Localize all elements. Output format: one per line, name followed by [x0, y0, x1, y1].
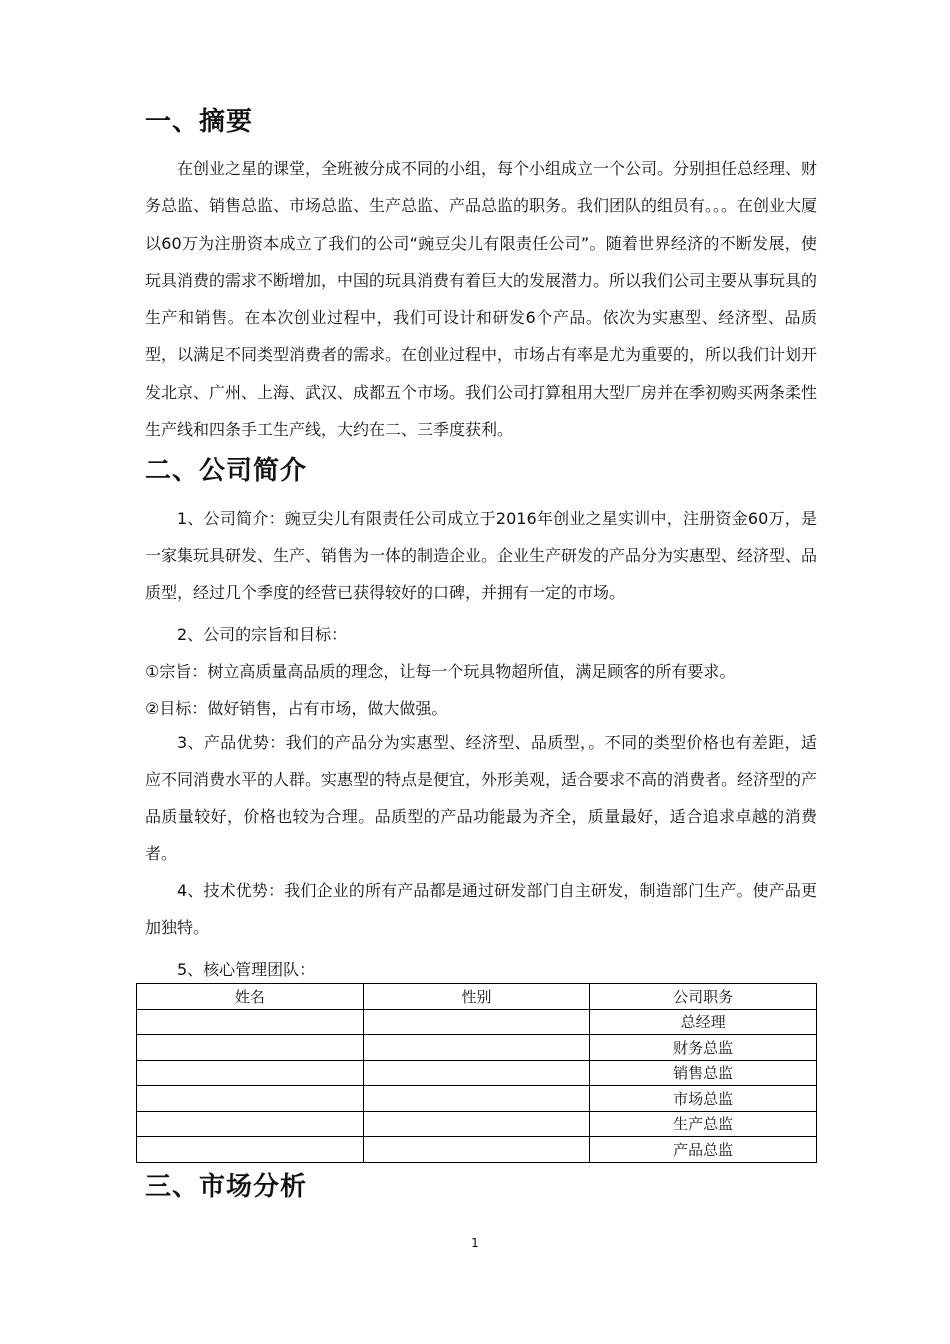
heading-company: 二、公司简介 — [145, 456, 308, 486]
table-row — [137, 1060, 817, 1086]
page-number: 1 — [471, 1236, 479, 1250]
team-title: 5、核心管理团队： — [177, 960, 316, 979]
header-gender: 性别 — [363, 984, 590, 1010]
cell-position: 总经理 — [590, 1009, 817, 1035]
abstract-paragraph: 在创业之星的课堂，全班被分成不同的小组，每个小组成立一个公司。分别担任总经理、财务总监、销售总监、市场总监、生产总监、产品总监的职务。我们团队的组员有。。。在创业大厦以60万为注册资本成立了我们的公司“豌豆尖儿有限责任公司”。随着世界经济的不断发展，使玩具消费的需求不断增加，中国的玩具消费有着巨大的发展潜力。所以我们公司主要从事玩具的生产和销售。在本次创业过程中，我们可设计和研发6个产品。依次为实惠型、经济型、品质型，以满足不同类型消费者的需求。在创业过程中，市场占有率是尤为重要的，所以我们计划开发北京、广州、上海、武汉、成都五个市场。我们公司打算租用大型厂房并在季初购买两条柔性生产线和四条手工生产线，大约在二、三季度获利。 — [145, 159, 818, 440]
cell-position: 生产总监 — [590, 1111, 817, 1137]
cell-gender — [363, 1137, 590, 1163]
heading-market: 三、市场分析 — [145, 1172, 308, 1202]
mission-title: 2、公司的宗旨和目标： — [177, 625, 348, 644]
team-table — [136, 983, 817, 1163]
cell-position: 产品总监 — [590, 1137, 817, 1163]
cell-position: 销售总监 — [590, 1060, 817, 1086]
cell-gender — [363, 1009, 590, 1035]
cell-position: 财务总监 — [590, 1035, 817, 1061]
table-row — [137, 1111, 817, 1137]
cell-name — [137, 1009, 364, 1035]
header-name: 姓名 — [137, 984, 364, 1010]
cell-name — [137, 1086, 364, 1112]
header-position: 公司职务 — [590, 984, 817, 1010]
cell-gender — [363, 1060, 590, 1086]
cell-name — [137, 1035, 364, 1061]
table-row — [137, 1137, 817, 1163]
team-table-header-row — [137, 984, 817, 1010]
cell-gender — [363, 1035, 590, 1061]
cell-name — [137, 1111, 364, 1137]
table-row — [137, 1009, 817, 1035]
tech-advantage-paragraph: 4、技术优势：我们企业的所有产品都是通过研发部门自主研发，制造部门生产。使产品更加独特。 — [145, 881, 817, 937]
cell-name — [137, 1137, 364, 1163]
cell-name — [137, 1060, 364, 1086]
mission-text: ①宗旨：树立高质量高品质的理念，让每一个玩具物超所值，满足顾客的所有要求。 — [145, 662, 736, 681]
heading-abstract: 一、摘要 — [145, 107, 254, 137]
table-row — [137, 1035, 817, 1061]
table-row — [137, 1086, 817, 1112]
cell-gender — [363, 1111, 590, 1137]
company-intro-paragraph: 1、公司简介：豌豆尖儿有限责任公司成立于2016年创业之星实训中，注册资金60万，是一家集玩具研发、生产、销售为一体的制造企业。企业生产研发的产品分为实惠型、经济型、品质型，经过几个季度的经营已获得较好的口碑，并拥有一定的市场。 — [145, 509, 818, 602]
cell-gender — [363, 1086, 590, 1112]
product-advantage-paragraph: 3、产品优势：我们的产品分为实惠型、经济型、品质型，。不同的类型价格也有差距，适应不同消费水平的人群。实惠型的特点是便宜，外形美观，适合要求不高的消费者。经济型的产品质量较好，价格也较为合理。品质型的产品功能最为齐全，质量最好，适合追求卓越的消费者。 — [145, 733, 818, 863]
goal-text: ②目标：做好销售，占有市场，做大做强。 — [145, 699, 448, 718]
cell-position: 市场总监 — [590, 1086, 817, 1112]
